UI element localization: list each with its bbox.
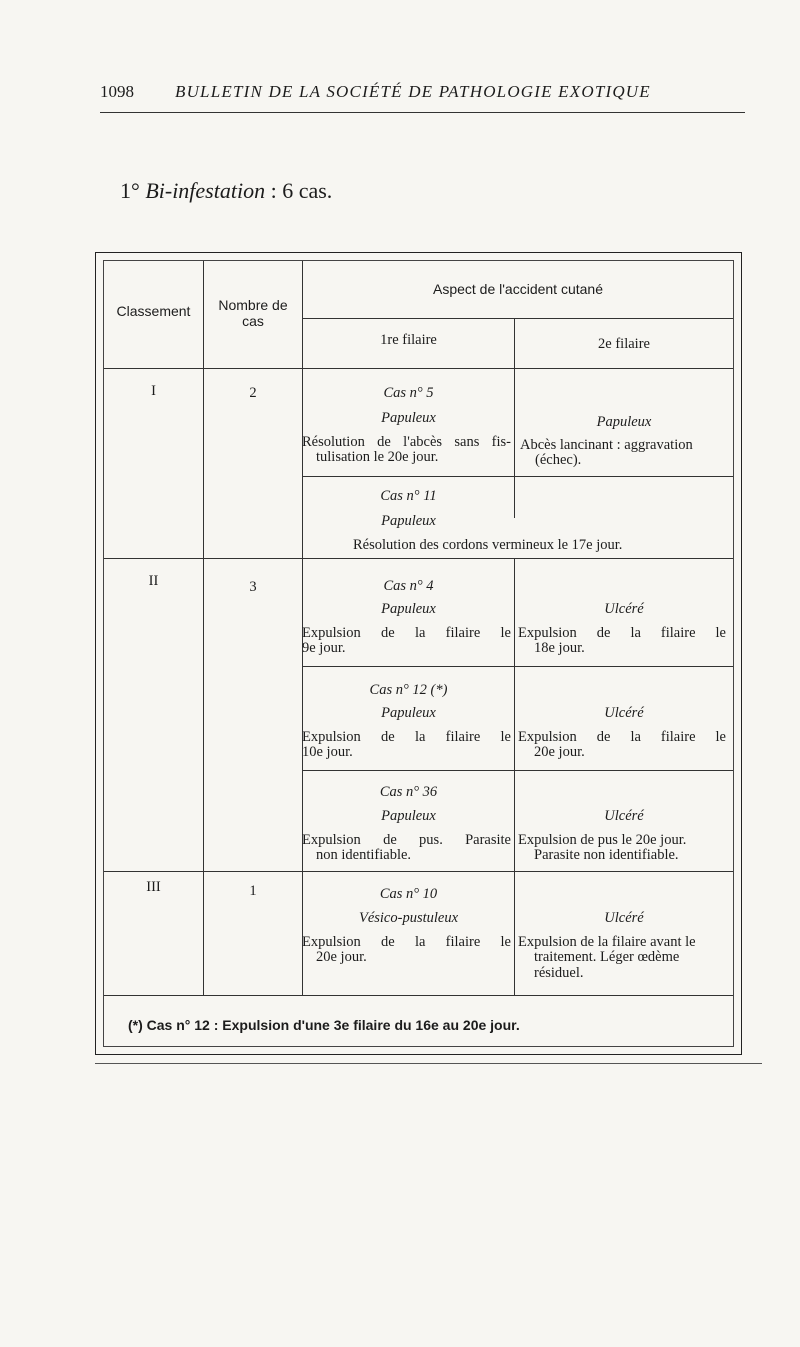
- case-outcome-filaire-1: Expulsion de la filaire le: [302, 729, 511, 745]
- case-aspect: Papuleux: [381, 513, 436, 529]
- running-head: [100, 82, 745, 110]
- case-outcome-filaire-2-cont: 18e jour.: [534, 640, 585, 656]
- table-footnote: (*) Cas n° 12 : Expulsion d'une 3e filaire du 16e au 20e jour.: [128, 1017, 520, 1033]
- section-number: 1°: [120, 178, 140, 203]
- header-subrule: [303, 318, 733, 319]
- case-outcome-filaire-1: Résolution de l'abcès sans fis-: [302, 434, 511, 450]
- case-label: Cas n° 5: [383, 385, 434, 401]
- case-aspect-filaire-2: Ulcéré: [604, 910, 644, 926]
- case-label: Cas n° 10: [379, 886, 438, 902]
- case-aspect-filaire-1: Papuleux: [381, 601, 436, 617]
- case-outcome-filaire-2-cont: 20e jour.: [534, 744, 585, 760]
- case-outcome-filaire-2-cont: Parasite non identifiable.: [534, 847, 679, 863]
- group-nombre: 3: [249, 579, 257, 595]
- case-aspect-filaire-2: Ulcéré: [604, 705, 644, 721]
- header-nombre: Nombre de cas: [218, 297, 288, 329]
- case-aspect-filaire-2: Ulcéré: [604, 601, 644, 617]
- footnote-rule: [104, 995, 733, 996]
- case-outcome-filaire-1-cont: non identifiable.: [316, 847, 412, 863]
- case-outcome-filaire-2-cont: traitement. Léger œdème: [534, 949, 680, 965]
- case-outcome-filaire-2: Expulsion de la filaire le: [518, 625, 726, 641]
- case-outcome-filaire-1-cont: 9e jour.: [302, 640, 346, 656]
- journal-title: BULLETIN DE LA SOCIÉTÉ DE PATHOLOGIE EXOTIQUE: [175, 82, 651, 101]
- section-title-text: Bi-infestation: [145, 178, 266, 203]
- header-classement: Classement: [116, 303, 191, 319]
- header-aspect: Aspect de l'accident cutané: [432, 281, 603, 297]
- group-classement: II: [148, 573, 159, 589]
- case-aspect-filaire-2: Ulcéré: [604, 808, 644, 824]
- group-classement: I: [151, 383, 156, 399]
- case-outcome-filaire-1: Expulsion de la filaire le: [302, 934, 511, 950]
- page-number: 1098: [100, 82, 134, 101]
- group-classement: III: [146, 879, 161, 895]
- group-nombre: 2: [249, 385, 257, 401]
- case-label: Cas n° 11: [380, 488, 437, 504]
- case-outcome-filaire-1: Expulsion de pus. Parasite: [302, 832, 511, 848]
- case-outcome-filaire-1-cont: 20e jour.: [316, 949, 367, 965]
- case-label: Cas n° 12 (*): [369, 682, 448, 698]
- case-aspect-filaire-1: Papuleux: [381, 410, 436, 426]
- column-divider-3b: [514, 558, 515, 995]
- case-outcome-filaire-1-cont: 10e jour.: [302, 744, 353, 760]
- row-rule-3: [303, 770, 733, 771]
- case-label: Cas n° 4: [383, 578, 434, 594]
- group-nombre: 1: [249, 883, 257, 899]
- header-rule: [100, 112, 745, 113]
- case-aspect-filaire-1: Vésico-pustuleux: [358, 910, 459, 926]
- case-outcome-filaire-2: Abcès lancinant : aggravation: [520, 437, 693, 453]
- group-rule-1: [104, 558, 733, 559]
- case-aspect-filaire-1: Papuleux: [381, 705, 436, 721]
- table-bottom-rule: [95, 1063, 762, 1064]
- case-outcome-filaire-1: Expulsion de la filaire le: [302, 625, 511, 641]
- case-label: Cas n° 36: [379, 784, 438, 800]
- case-outcome-filaire-2-cont: (échec).: [535, 452, 582, 468]
- row-rule-1: [303, 476, 733, 477]
- case-outcome: Résolution des cordons vermineux le 17e jour.: [353, 537, 623, 553]
- case-outcome-filaire-2-cont: résiduel.: [534, 965, 584, 981]
- section-title: [120, 178, 332, 204]
- case-outcome-filaire-1-cont: tulisation le 20e jour.: [316, 449, 439, 465]
- case-outcome-filaire-2: Expulsion de la filaire le: [518, 729, 726, 745]
- row-rule-2: [303, 666, 733, 667]
- case-outcome-filaire-2: Expulsion de la filaire avant le: [518, 934, 696, 950]
- header-bottom-rule: [104, 368, 733, 369]
- case-aspect-filaire-2: Papuleux: [596, 414, 652, 430]
- group-rule-2: [104, 871, 733, 872]
- case-aspect-filaire-1: Papuleux: [381, 808, 436, 824]
- header-filaire-1: 1re filaire: [380, 332, 437, 348]
- case-outcome-filaire-2: Expulsion de pus le 20e jour.: [518, 832, 687, 848]
- section-suffix: : 6 cas.: [270, 178, 333, 203]
- header-filaire-2: 2e filaire: [598, 336, 650, 352]
